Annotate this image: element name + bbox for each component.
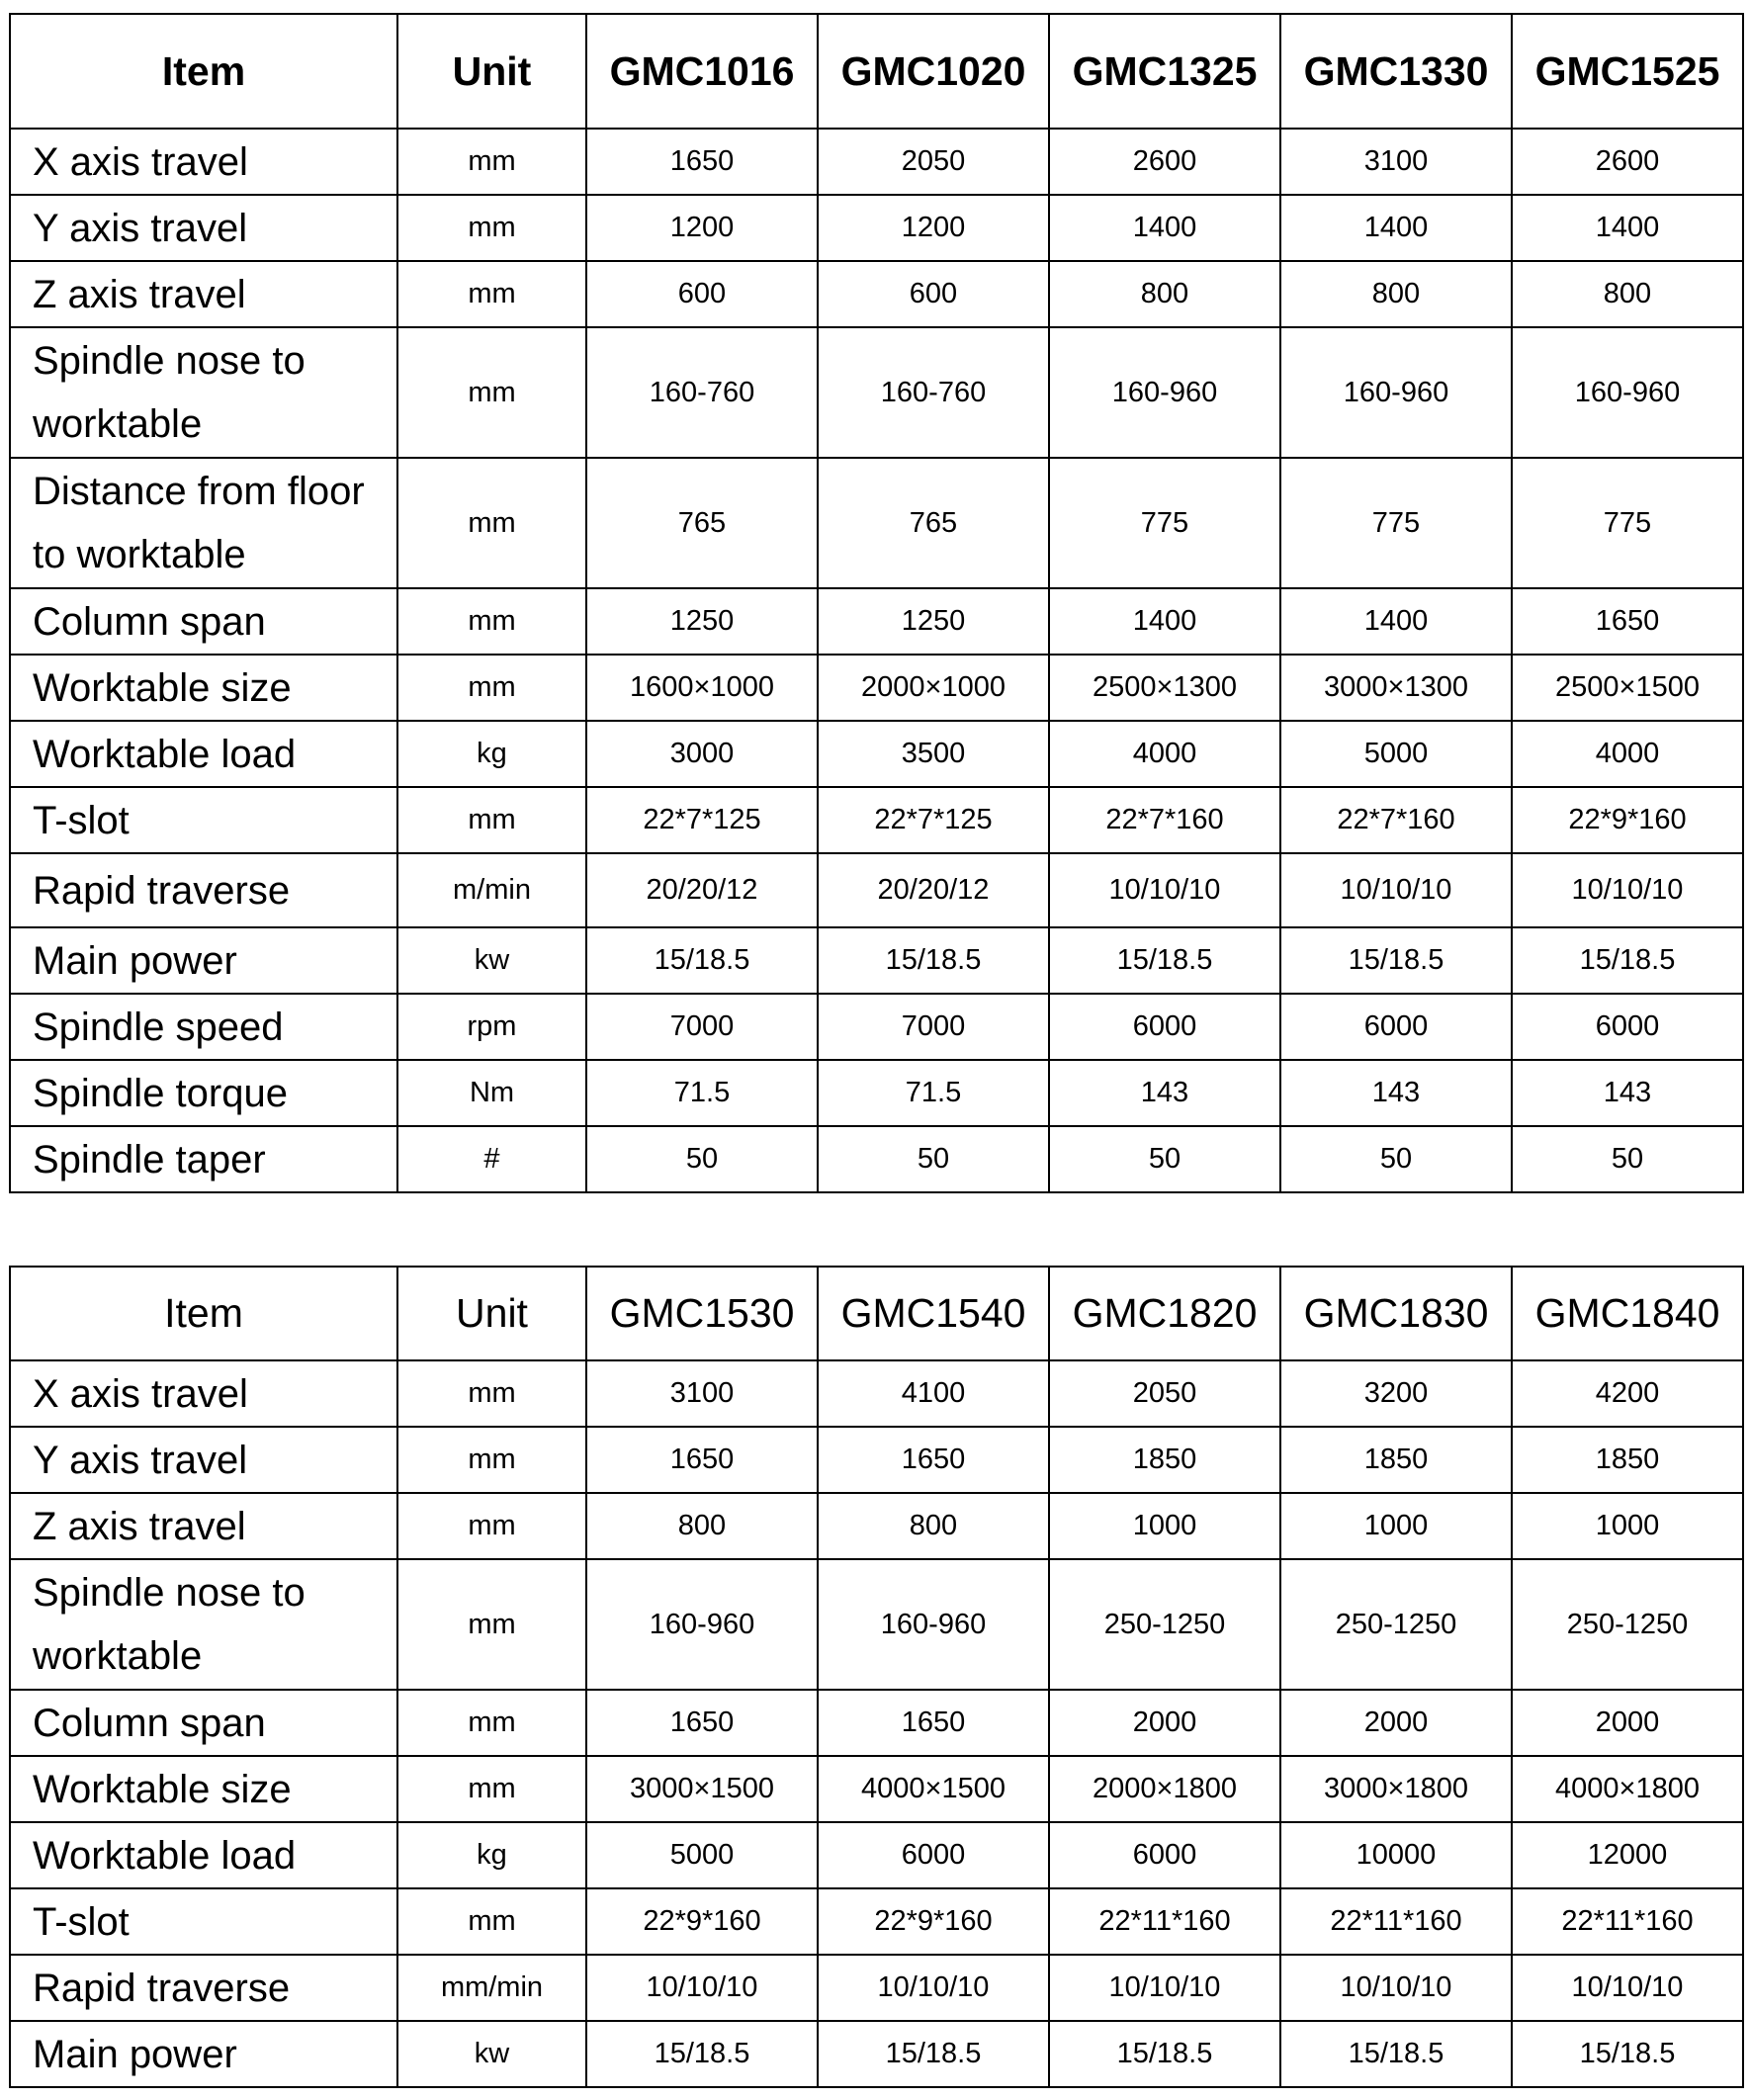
cell-value: 143 — [1280, 1060, 1512, 1126]
cell-value: 250-1250 — [1280, 1559, 1512, 1690]
cell-value: 775 — [1512, 458, 1743, 588]
cell-value: 22*11*160 — [1049, 1888, 1280, 1955]
cell-value: 22*9*160 — [818, 1888, 1049, 1955]
table-row — [10, 721, 1743, 787]
header-model: GMC1325 — [1049, 14, 1280, 129]
cell-value: 71.5 — [586, 1060, 818, 1126]
cell-value: 3200 — [1280, 1360, 1512, 1427]
cell-value: 50 — [1280, 1126, 1512, 1192]
row-item-label: X axis travel — [10, 129, 397, 195]
cell-value: 50 — [586, 1126, 818, 1192]
row-unit: Nm — [397, 1060, 586, 1126]
row-item-label: Worktable size — [10, 1756, 397, 1822]
table-row — [10, 787, 1743, 853]
cell-value: 15/18.5 — [1280, 927, 1512, 994]
cell-value: 3500 — [818, 721, 1049, 787]
row-item-label: Z axis travel — [10, 261, 397, 327]
cell-value: 22*11*160 — [1280, 1888, 1512, 1955]
table-row — [10, 1126, 1743, 1192]
cell-value: 22*11*160 — [1512, 1888, 1743, 1955]
table-header-row — [10, 1267, 1743, 1360]
cell-value: 775 — [1280, 458, 1512, 588]
header-item: Item — [10, 1267, 397, 1360]
cell-value: 1000 — [1280, 1493, 1512, 1559]
row-item-label: Spindle nose to worktable — [10, 1559, 397, 1690]
cell-value: 1600×1000 — [586, 655, 818, 721]
cell-value: 10000 — [1280, 1822, 1512, 1888]
cell-value: 15/18.5 — [1049, 2021, 1280, 2087]
table-row — [10, 1756, 1743, 1822]
cell-value: 143 — [1512, 1060, 1743, 1126]
cell-value: 1650 — [818, 1690, 1049, 1756]
cell-value: 15/18.5 — [1512, 927, 1743, 994]
cell-value: 15/18.5 — [1280, 2021, 1512, 2087]
table-row — [10, 994, 1743, 1060]
cell-value: 250-1250 — [1512, 1559, 1743, 1690]
cell-value: 2000×1000 — [818, 655, 1049, 721]
cell-value: 10/10/10 — [1049, 1955, 1280, 2021]
row-unit: mm/min — [397, 1955, 586, 2021]
row-unit: mm — [397, 588, 586, 655]
table-header-row — [10, 14, 1743, 129]
cell-value: 71.5 — [818, 1060, 1049, 1126]
cell-value: 3100 — [586, 1360, 818, 1427]
row-unit: m/min — [397, 853, 586, 927]
row-item-label: Z axis travel — [10, 1493, 397, 1559]
cell-value: 22*7*160 — [1280, 787, 1512, 853]
row-item-label: X axis travel — [10, 1360, 397, 1427]
row-unit: mm — [397, 1690, 586, 1756]
cell-value: 4000×1800 — [1512, 1756, 1743, 1822]
cell-value: 1850 — [1512, 1427, 1743, 1493]
cell-value: 4000×1500 — [818, 1756, 1049, 1822]
cell-value: 1850 — [1049, 1427, 1280, 1493]
cell-value: 12000 — [1512, 1822, 1743, 1888]
cell-value: 1400 — [1280, 588, 1512, 655]
row-unit: kg — [397, 721, 586, 787]
cell-value: 160-960 — [1049, 327, 1280, 458]
cell-value: 160-760 — [818, 327, 1049, 458]
cell-value: 4200 — [1512, 1360, 1743, 1427]
cell-value: 600 — [818, 261, 1049, 327]
row-item-label: T-slot — [10, 1888, 397, 1955]
row-item-label: Y axis travel — [10, 195, 397, 261]
row-item-label: Spindle nose to worktable — [10, 327, 397, 458]
cell-value: 160-960 — [586, 1559, 818, 1690]
row-unit: # — [397, 1126, 586, 1192]
row-item-label: Rapid traverse — [10, 1955, 397, 2021]
cell-value: 1400 — [1049, 588, 1280, 655]
row-item-label: Worktable size — [10, 655, 397, 721]
cell-value: 143 — [1049, 1060, 1280, 1126]
cell-value: 6000 — [1049, 1822, 1280, 1888]
cell-value: 15/18.5 — [818, 2021, 1049, 2087]
cell-value: 6000 — [1512, 994, 1743, 1060]
cell-value: 50 — [1512, 1126, 1743, 1192]
header-unit: Unit — [397, 1267, 586, 1360]
cell-value: 3000×1300 — [1280, 655, 1512, 721]
cell-value: 5000 — [586, 1822, 818, 1888]
header-unit: Unit — [397, 14, 586, 129]
row-unit: mm — [397, 1888, 586, 1955]
table-row — [10, 327, 1743, 458]
cell-value: 1250 — [818, 588, 1049, 655]
row-unit: mm — [397, 261, 586, 327]
cell-value: 5000 — [1280, 721, 1512, 787]
cell-value: 600 — [586, 261, 818, 327]
cell-value: 800 — [1280, 261, 1512, 327]
header-model: GMC1020 — [818, 14, 1049, 129]
cell-value: 800 — [1049, 261, 1280, 327]
table-row — [10, 588, 1743, 655]
cell-value: 15/18.5 — [1512, 2021, 1743, 2087]
cell-value: 1650 — [586, 1690, 818, 1756]
cell-value: 2000×1800 — [1049, 1756, 1280, 1822]
table-row — [10, 1888, 1743, 1955]
cell-value: 160-960 — [818, 1559, 1049, 1690]
cell-value: 1200 — [818, 195, 1049, 261]
row-item-label: Worktable load — [10, 721, 397, 787]
cell-value: 15/18.5 — [586, 927, 818, 994]
row-unit: mm — [397, 1756, 586, 1822]
cell-value: 1850 — [1280, 1427, 1512, 1493]
table-row — [10, 1493, 1743, 1559]
cell-value: 50 — [1049, 1126, 1280, 1192]
table-row — [10, 927, 1743, 994]
cell-value: 775 — [1049, 458, 1280, 588]
row-unit: mm — [397, 458, 586, 588]
cell-value: 800 — [1512, 261, 1743, 327]
cell-value: 4000 — [1049, 721, 1280, 787]
header-model: GMC1820 — [1049, 1267, 1280, 1360]
row-unit: mm — [397, 1427, 586, 1493]
cell-value: 7000 — [586, 994, 818, 1060]
cell-value: 22*7*125 — [818, 787, 1049, 853]
cell-value: 15/18.5 — [1049, 927, 1280, 994]
table-row — [10, 655, 1743, 721]
row-item-label: Spindle taper — [10, 1126, 397, 1192]
row-item-label: Rapid traverse — [10, 853, 397, 927]
row-unit: mm — [397, 1559, 586, 1690]
cell-value: 2050 — [818, 129, 1049, 195]
row-item-label: Y axis travel — [10, 1427, 397, 1493]
cell-value: 15/18.5 — [586, 2021, 818, 2087]
row-item-label: Spindle speed — [10, 994, 397, 1060]
cell-value: 22*9*160 — [586, 1888, 818, 1955]
table-row — [10, 1060, 1743, 1126]
cell-value: 6000 — [818, 1822, 1049, 1888]
cell-value: 10/10/10 — [1512, 853, 1743, 927]
header-model: GMC1830 — [1280, 1267, 1512, 1360]
cell-value: 1000 — [1049, 1493, 1280, 1559]
cell-value: 10/10/10 — [1280, 1955, 1512, 2021]
cell-value: 10/10/10 — [818, 1955, 1049, 2021]
row-unit: mm — [397, 787, 586, 853]
cell-value: 160-760 — [586, 327, 818, 458]
spec-table-1 — [9, 13, 1744, 1193]
table-row — [10, 1822, 1743, 1888]
cell-value: 10/10/10 — [586, 1955, 818, 2021]
cell-value: 765 — [586, 458, 818, 588]
cell-value: 4000 — [1512, 721, 1743, 787]
table-row — [10, 195, 1743, 261]
row-unit: mm — [397, 1360, 586, 1427]
cell-value: 2500×1300 — [1049, 655, 1280, 721]
cell-value: 1650 — [586, 129, 818, 195]
cell-value: 3000×1500 — [586, 1756, 818, 1822]
table-row — [10, 1690, 1743, 1756]
header-model: GMC1525 — [1512, 14, 1743, 129]
cell-value: 22*9*160 — [1512, 787, 1743, 853]
row-unit: mm — [397, 129, 586, 195]
cell-value: 1200 — [586, 195, 818, 261]
cell-value: 2600 — [1512, 129, 1743, 195]
cell-value: 250-1250 — [1049, 1559, 1280, 1690]
cell-value: 20/20/12 — [586, 853, 818, 927]
spec-table-2 — [9, 1266, 1744, 2088]
row-unit: kg — [397, 1822, 586, 1888]
cell-value: 800 — [586, 1493, 818, 1559]
cell-value: 1400 — [1512, 195, 1743, 261]
header-model: GMC1016 — [586, 14, 818, 129]
row-unit: rpm — [397, 994, 586, 1060]
row-item-label: Column span — [10, 588, 397, 655]
cell-value: 22*7*125 — [586, 787, 818, 853]
table-row — [10, 129, 1743, 195]
cell-value: 1000 — [1512, 1493, 1743, 1559]
table-row — [10, 1955, 1743, 2021]
cell-value: 3000×1800 — [1280, 1756, 1512, 1822]
cell-value: 1250 — [586, 588, 818, 655]
row-unit: mm — [397, 655, 586, 721]
cell-value: 160-960 — [1280, 327, 1512, 458]
cell-value: 765 — [818, 458, 1049, 588]
row-item-label: Column span — [10, 1690, 397, 1756]
table-row — [10, 2021, 1743, 2087]
row-item-label: Worktable load — [10, 1822, 397, 1888]
row-item-label: Main power — [10, 927, 397, 994]
cell-value: 160-960 — [1512, 327, 1743, 458]
cell-value: 20/20/12 — [818, 853, 1049, 927]
table-row — [10, 1360, 1743, 1427]
row-unit: mm — [397, 1493, 586, 1559]
row-unit: kw — [397, 2021, 586, 2087]
cell-value: 2000 — [1280, 1690, 1512, 1756]
cell-value: 1650 — [818, 1427, 1049, 1493]
row-item-label: Distance from floor to worktable — [10, 458, 397, 588]
row-item-label: T-slot — [10, 787, 397, 853]
header-model: GMC1540 — [818, 1267, 1049, 1360]
cell-value: 1400 — [1049, 195, 1280, 261]
cell-value: 3100 — [1280, 129, 1512, 195]
row-item-label: Spindle torque — [10, 1060, 397, 1126]
cell-value: 6000 — [1280, 994, 1512, 1060]
header-model: GMC1530 — [586, 1267, 818, 1360]
table-row — [10, 853, 1743, 927]
cell-value: 2000 — [1512, 1690, 1743, 1756]
cell-value: 2000 — [1049, 1690, 1280, 1756]
row-unit: mm — [397, 195, 586, 261]
cell-value: 22*7*160 — [1049, 787, 1280, 853]
cell-value: 10/10/10 — [1512, 1955, 1743, 2021]
table-row — [10, 458, 1743, 588]
header-model: GMC1840 — [1512, 1267, 1743, 1360]
row-unit: kw — [397, 927, 586, 994]
header-item: Item — [10, 14, 397, 129]
cell-value: 1650 — [586, 1427, 818, 1493]
row-item-label: Main power — [10, 2021, 397, 2087]
cell-value: 800 — [818, 1493, 1049, 1559]
cell-value: 2500×1500 — [1512, 655, 1743, 721]
cell-value: 6000 — [1049, 994, 1280, 1060]
cell-value: 10/10/10 — [1280, 853, 1512, 927]
cell-value: 1400 — [1280, 195, 1512, 261]
header-model: GMC1330 — [1280, 14, 1512, 129]
cell-value: 4100 — [818, 1360, 1049, 1427]
cell-value: 2600 — [1049, 129, 1280, 195]
cell-value: 7000 — [818, 994, 1049, 1060]
table-row — [10, 1427, 1743, 1493]
cell-value: 1650 — [1512, 588, 1743, 655]
cell-value: 50 — [818, 1126, 1049, 1192]
cell-value: 10/10/10 — [1049, 853, 1280, 927]
table-row — [10, 261, 1743, 327]
cell-value: 3000 — [586, 721, 818, 787]
cell-value: 2050 — [1049, 1360, 1280, 1427]
cell-value: 15/18.5 — [818, 927, 1049, 994]
row-unit: mm — [397, 327, 586, 458]
table-row — [10, 1559, 1743, 1690]
